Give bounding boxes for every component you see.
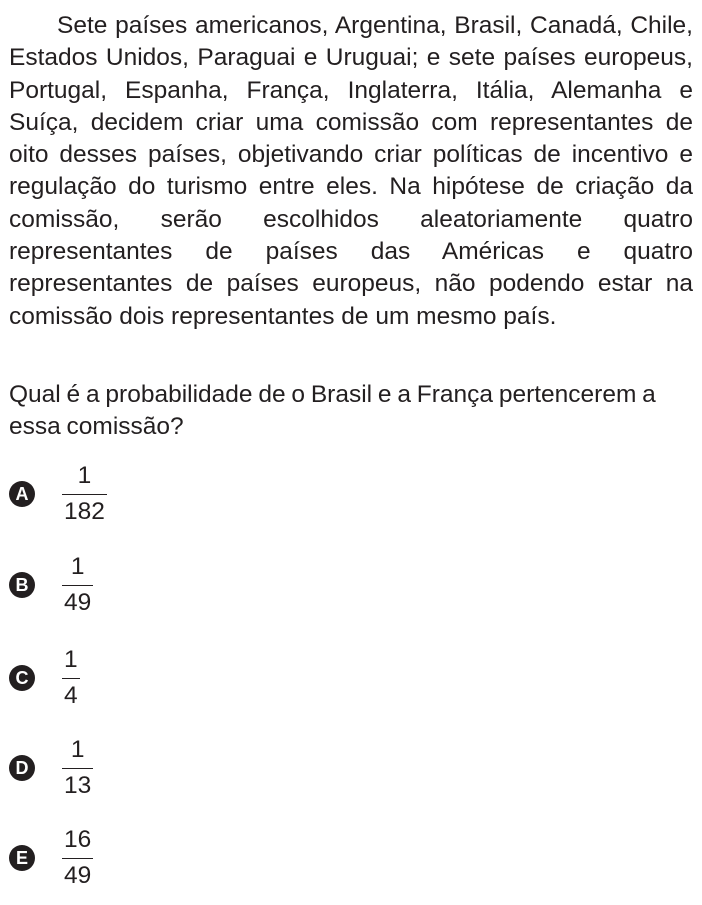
option-e-fraction: [62, 826, 93, 890]
option-d-denominator: 13: [64, 772, 92, 799]
fraction-bar: [62, 494, 107, 495]
option-c-numerator: 1: [64, 646, 78, 673]
option-b-fraction: [62, 553, 93, 617]
option-b-denominator: 49: [64, 589, 92, 616]
option-d-letter-badge: D: [9, 755, 35, 781]
option-e-denominator: 49: [64, 862, 92, 889]
option-c-fraction: [62, 646, 80, 710]
option-e-letter-badge: E: [9, 845, 35, 871]
option-a-letter-badge: A: [9, 481, 35, 507]
option-e-numerator: 16: [64, 826, 92, 853]
question-stem: Sete países americanos, Argentina, Brasil, Canadá, Chile, Estados Unidos, Paraguai e Uruguai; e sete países europeus, Portugal, Espanha, França, Inglaterra, Itália, Alemanha e Suíça, decidem criar uma comissão com representantes de oito desses países, objetivando criar políticas de incentivo e regulação do turismo entre eles. Na hipótese de criação da comissão, serão escolhidos aleatoriamente quatro representantes de países das Américas e quatro representantes de países europeus, não podendo estar na comissão dois representantes de um mesmo país.: [9, 12, 693, 330]
option-b-letter-badge: B: [9, 572, 35, 598]
option-d-fraction: [62, 736, 93, 800]
fraction-bar: [62, 858, 93, 859]
option-c-denominator: 4: [64, 682, 78, 709]
option-a-denominator: 182: [64, 498, 105, 525]
option-d-numerator: 1: [70, 736, 85, 763]
question-prompt: Qual é a probabilidade de o Brasil e a França pertencerem a essa comissão?: [9, 381, 656, 441]
option-a-numerator: 1: [77, 462, 92, 489]
fraction-bar: [62, 585, 93, 586]
fraction-bar: [62, 678, 80, 679]
option-a-fraction: [62, 462, 107, 526]
option-b-numerator: 1: [70, 553, 85, 580]
option-c-letter-badge: C: [9, 665, 35, 691]
fraction-bar: [62, 768, 93, 769]
